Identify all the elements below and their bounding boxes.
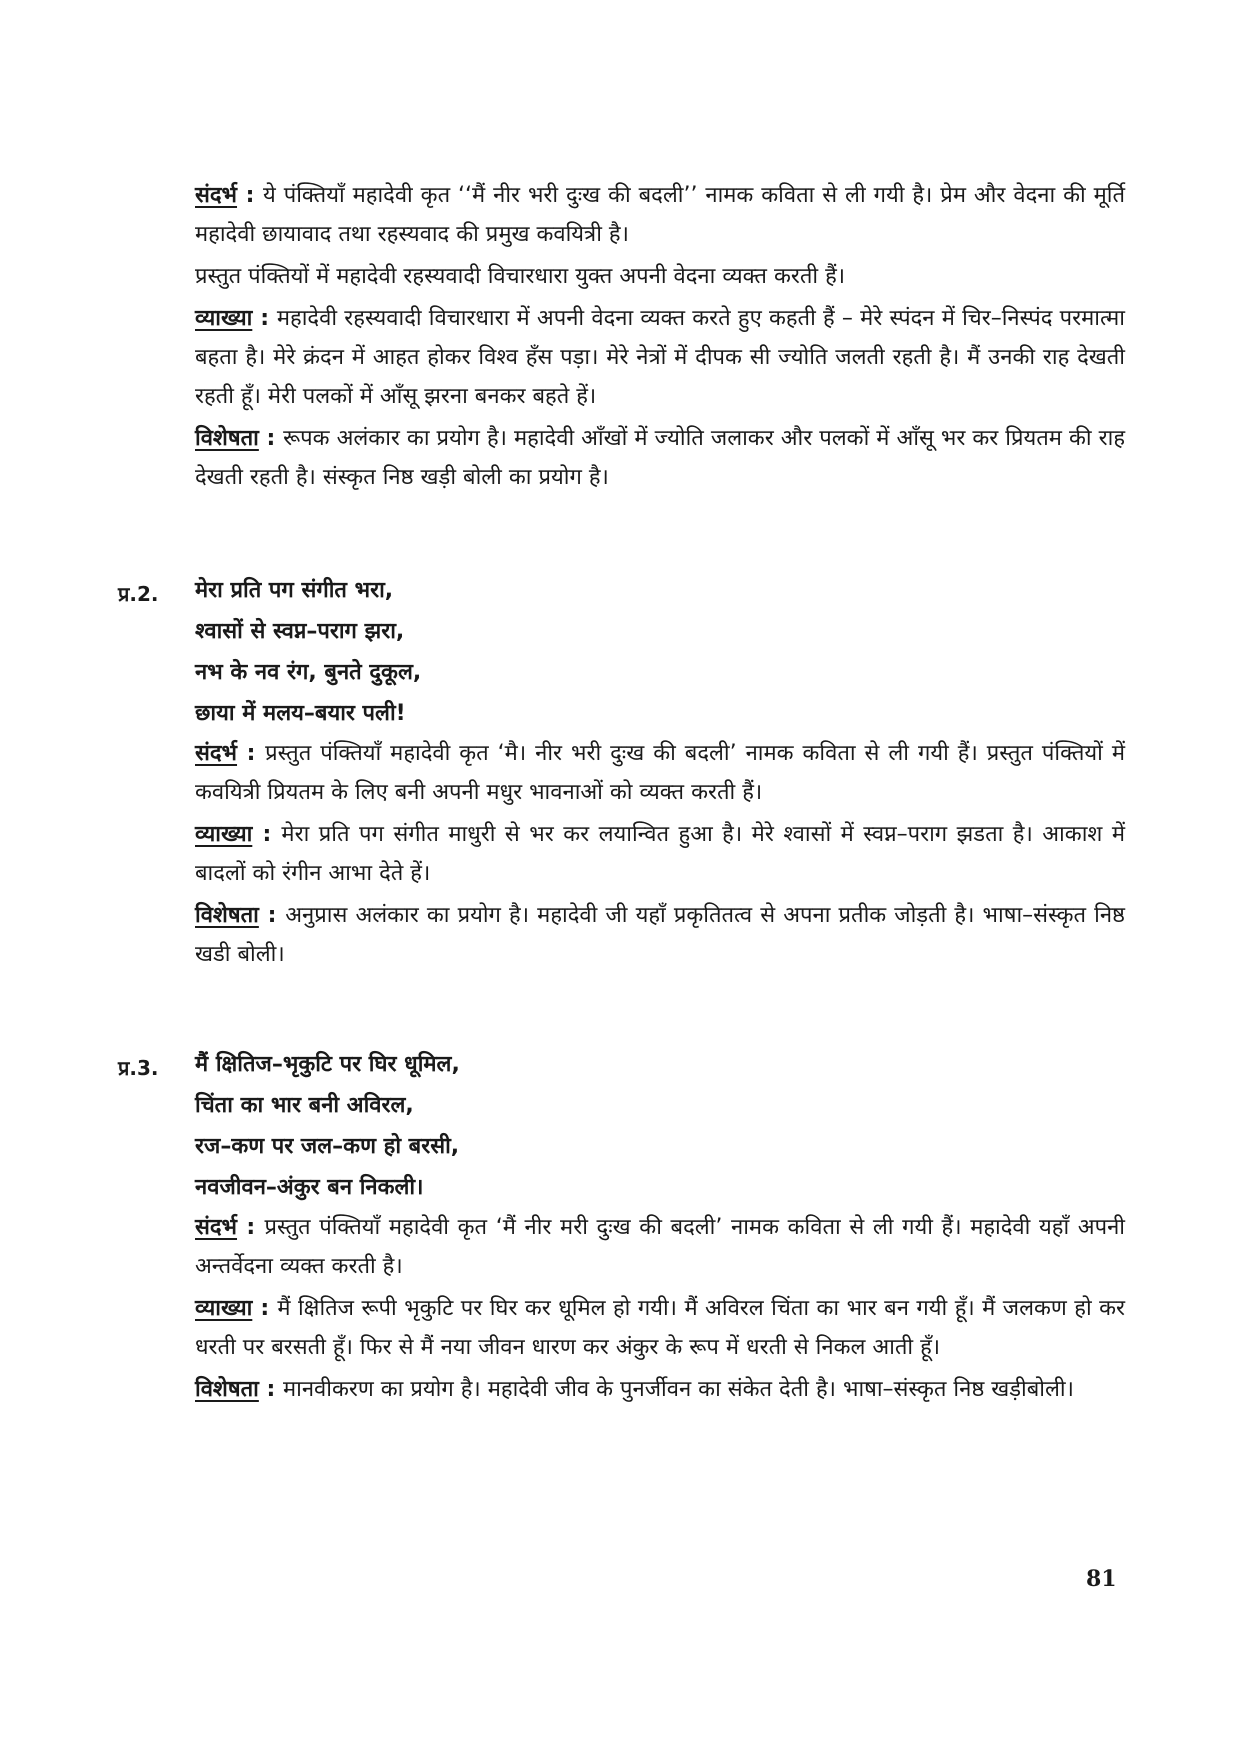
- explanation-label: व्याख्या: [195, 822, 253, 847]
- explanation-paragraph: [195, 299, 1125, 416]
- context-text: प्रस्तुत पंक्तियाँ महादेवी कृत ‘मै। नीर भरी दुःख की बदली’ नामक कविता से ली गयी हैं। प्रस्तुत पंक्तियों में कवयित्री प्रियतम के लिए बनी अपनी मधुर भावनाओं को व्यक्त करती हैं।: [195, 741, 1125, 805]
- context-extra-paragraph: [195, 257, 1125, 296]
- feature-text: अनुप्रास अलंकार का प्रयोग है। महादेवी जी यहाँ प्रकृतितत्व से अपना प्रतीक जोड़ती है। भाषा–संस्कृत निष्ठ खडी बोली।: [195, 903, 1125, 967]
- context-paragraph: [195, 734, 1125, 812]
- section-2: [195, 570, 1125, 977]
- label-colon: :: [258, 426, 284, 451]
- section-3: [195, 1044, 1125, 1412]
- explanation-paragraph: [195, 1289, 1125, 1367]
- verse-line: नवजीवन–अंकुर बन निकली।: [195, 1175, 424, 1200]
- context-label: संदर्भ: [195, 741, 238, 766]
- explanation-paragraph: [195, 815, 1125, 893]
- verse-line: रज–कण पर जल–कण हो बरसी,: [195, 1134, 460, 1159]
- feature-paragraph: [195, 419, 1125, 497]
- context-text: प्रस्तुत पंक्तियाँ महादेवी कृत ‘मैं नीर मरी दुःख की बदली’ नामक कविता से ली गयी हैं। महादेवी यहाँ अपनी अन्तर्वेदना व्यक्त करती है।: [195, 1215, 1125, 1279]
- feature-text: मानवीकरण का प्रयोग है। महादेवी जीव के पुनर्जीवन का संकेत देती है। भाषा–संस्कृत निष्ठ खड़ीबोली।: [282, 1377, 1074, 1402]
- label-colon: :: [252, 306, 277, 331]
- feature-label: विशेषता: [195, 1377, 259, 1402]
- explanation-text: महादेवी रहस्यवादी विचारधारा में अपनी वेदना व्यक्त करते हुए कहती हैं – मेरे स्पंदन में चिर–निस्पंद परमात्मा बहता है। मेरे क्रंदन में आहत होकर विश्व हँस पड़ा। मेरे नेत्रों में दीपक सी ज्योति जलती रहती है। मैं उनकी राह देखती रहती हूँ। मेरी पलकों में आँसू झरना बनकर बहते हें।: [195, 306, 1125, 409]
- feature-paragraph: [195, 896, 1125, 974]
- label-colon: :: [237, 1215, 265, 1240]
- verse-line: नभ के नव रंग, बुनते दुकूल,: [195, 660, 422, 685]
- verse-line: मैं क्षितिज–भृकुटि पर घिर धूमिल,: [195, 1052, 460, 1077]
- question-number-2: प्र.2.: [118, 582, 159, 606]
- explanation-text: मेरा प्रति पग संगीत माधुरी से भर कर लयान्वित हुआ है। मेरे श्वासों में स्वप्न–पराग झडता है। आकाश में बादलों को रंगीन आभा देते हें।: [195, 822, 1125, 886]
- context-extra-text: प्रस्तुत पंक्तियों में महादेवी रहस्यवादी विचारधारा युक्त अपनी वेदना व्यक्त करती हैं।: [195, 264, 846, 289]
- page-number: 81: [1086, 1566, 1117, 1592]
- label-colon: :: [258, 1377, 283, 1402]
- verse-line: मेरा प्रति पग संगीत भरा,: [195, 578, 394, 603]
- label-colon: :: [258, 903, 286, 928]
- context-label: संदर्भ: [195, 183, 238, 208]
- feature-paragraph: [195, 1370, 1125, 1409]
- section-1: [195, 176, 1125, 500]
- feature-label: विशेषता: [195, 426, 259, 451]
- label-colon: :: [237, 741, 266, 766]
- label-colon: :: [252, 1296, 278, 1321]
- feature-text: रूपक अलंकार का प्रयोग है। महादेवी आँखों में ज्योति जलाकर और पलकों में आँसू भर कर प्रियतम की राह देखती रहती है। संस्कृत निष्ठ खड़ी बोली का प्रयोग है।: [195, 426, 1125, 490]
- label-colon: :: [252, 822, 282, 847]
- verse-line: श्वासों से स्वप्न–पराग झरा,: [195, 619, 405, 644]
- question-number-3: प्र.3.: [118, 1056, 159, 1080]
- label-colon: :: [237, 183, 264, 208]
- explanation-text: मैं क्षितिज रूपी भृकुटि पर घिर कर धूमिल हो गयी। मैं अविरल चिंता का भार बन गयी हूँ। मैं जलकण हो कर धरती पर बरसती हूँ। फिर से मैं नया जीवन धारण कर अंकुर के रूप में धरती से निकल आती हूँ।: [195, 1296, 1125, 1360]
- context-text: ये पंक्तियाँ महादेवी कृत ‘‘मैं नीर भरी दुःख की बदली’’ नामक कविता से ली गयी है। प्रेम और वेदना की मूर्ति महादेवी छायावाद तथा रहस्यवाद की प्रमुख कवयित्री है।: [195, 183, 1125, 247]
- explanation-label: व्याख्या: [195, 306, 253, 331]
- verse-line: छाया में मलय–बयार पली!: [195, 701, 406, 726]
- context-paragraph: [195, 1208, 1125, 1286]
- feature-label: विशेषता: [195, 903, 259, 928]
- explanation-label: व्याख्या: [195, 1296, 253, 1321]
- context-label: संदर्भ: [195, 1215, 238, 1240]
- verse-line: चिंता का भार बनी अविरल,: [195, 1093, 414, 1118]
- context-paragraph: [195, 176, 1125, 254]
